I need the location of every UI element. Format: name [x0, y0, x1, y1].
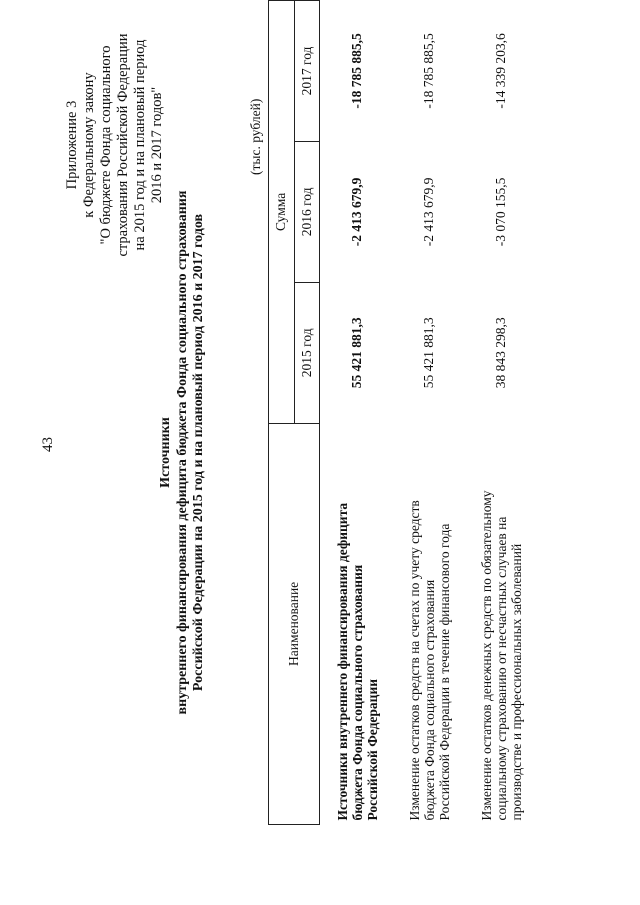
- row-name-line: Российской Федерации: [364, 678, 380, 821]
- value-2016: -2 413 679,9: [349, 177, 364, 247]
- title-line: Источники: [158, 417, 173, 488]
- value-2016: -3 070 155,5: [493, 177, 508, 247]
- value-2017: -14 339 203,6: [493, 33, 508, 109]
- row-name-line: социальному страхованию от несчастных случаев на: [493, 516, 509, 821]
- appendix-line: на 2015 год и на плановый период: [132, 39, 148, 251]
- row-name-line: Российской Федерации в течение финансового года: [436, 523, 452, 821]
- row-name-line: бюджета Фонда социального страхования: [349, 564, 365, 821]
- column-header-sum: Сумма: [269, 1, 295, 424]
- value-2015: 55 421 881,3: [421, 317, 436, 389]
- row-name: [320, 423, 395, 824]
- row-name-line: Изменение остатков денежных средств по обязательному: [478, 490, 494, 821]
- appendix-line: Приложение 3: [64, 100, 80, 190]
- row-name: [394, 423, 464, 824]
- column-header-2015: 2015 год: [294, 282, 320, 423]
- table-header-row: [269, 1, 295, 825]
- appendix-line: к Федеральному закону: [81, 72, 97, 218]
- units-label: (тыс. рублей): [248, 98, 263, 175]
- row-name-line: Источники внутреннего финансирования дефицита: [334, 502, 350, 821]
- value-2017: -18 785 885,5: [421, 33, 436, 109]
- column-header-name: Наименование: [269, 423, 320, 824]
- title-line: Российской Федерации на 2015 год и на плановый период 2016 и 2017 годов: [191, 213, 206, 692]
- appendix-line: "О бюджете Фонда социального: [98, 45, 114, 245]
- value-2015: 55 421 881,3: [349, 317, 364, 389]
- sources-table: [268, 0, 538, 825]
- table-row: [464, 1, 538, 825]
- column-header-2017: 2017 год: [294, 1, 320, 142]
- table-row: [394, 1, 464, 825]
- appendix-line: 2016 и 2017 годов": [149, 86, 165, 204]
- appendix-line: страхования Российской Федерации: [115, 33, 131, 257]
- title-line: внутреннего финансирования дефицита бюджета Фонда социального страхования: [174, 190, 190, 715]
- row-name: [464, 423, 538, 824]
- table-row: [320, 1, 395, 825]
- value-2017: -18 785 885,5: [349, 33, 364, 109]
- value-2015: 38 843 298,3: [493, 317, 508, 389]
- row-name-line: производстве и профессиональных заболеваний: [508, 543, 524, 821]
- row-name-line: бюджета Фонда социального страхования: [421, 579, 437, 821]
- document-title: [158, 0, 208, 905]
- appendix-caption: [64, 10, 166, 280]
- value-2016: -2 413 679,9: [421, 177, 436, 247]
- row-name-line: Изменение остатков средств на счетах по учету средств: [406, 500, 422, 821]
- page-number: 43: [40, 437, 56, 452]
- column-header-2016: 2016 год: [294, 141, 320, 282]
